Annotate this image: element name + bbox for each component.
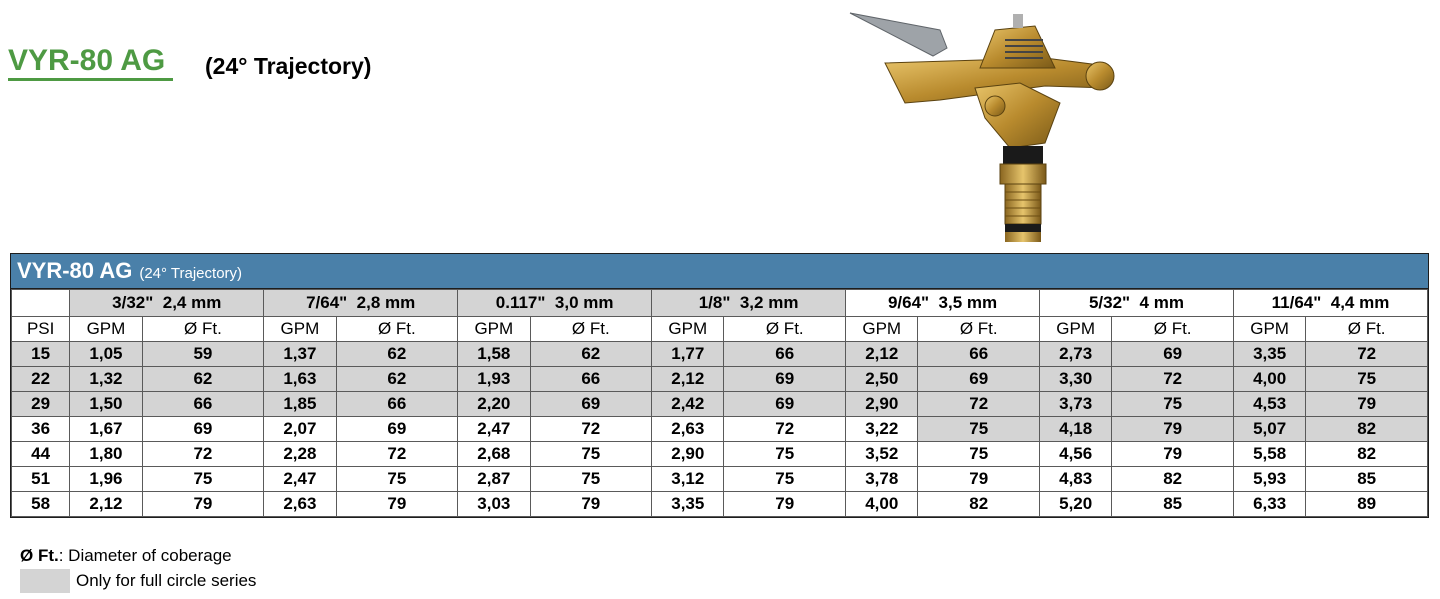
diameter-cell: 75 — [1112, 392, 1234, 417]
diameter-cell: 72 — [1112, 367, 1234, 392]
diameter-cell: 75 — [142, 467, 264, 492]
gpm-cell: 1,37 — [264, 342, 336, 367]
table-row — [12, 467, 1428, 492]
diameter-cell: 69 — [724, 367, 846, 392]
gpm-cell: 4,83 — [1040, 467, 1112, 492]
diameter-cell: 62 — [530, 342, 652, 367]
gpm-cell: 3,35 — [1233, 342, 1305, 367]
psi-cell: 22 — [12, 367, 70, 392]
gpm-cell: 2,47 — [264, 467, 336, 492]
gpm-cell: 2,90 — [846, 392, 918, 417]
nozzle-size-header: 5/32" 4 mm — [1040, 290, 1234, 317]
gpm-cell: 3,73 — [1040, 392, 1112, 417]
diameter-header: Ø Ft. — [530, 317, 652, 342]
nozzle-size-header: 1/8" 3,2 mm — [652, 290, 846, 317]
diameter-cell: 69 — [142, 417, 264, 442]
diameter-cell: 75 — [724, 442, 846, 467]
diameter-cell: 72 — [142, 442, 264, 467]
diameter-cell: 66 — [530, 367, 652, 392]
diameter-cell: 75 — [918, 442, 1040, 467]
table-row — [12, 392, 1428, 417]
gpm-cell: 3,35 — [652, 492, 724, 517]
gpm-cell: 2,42 — [652, 392, 724, 417]
diameter-cell: 72 — [1306, 342, 1428, 367]
diameter-cell: 72 — [336, 442, 458, 467]
gpm-cell: 2,90 — [652, 442, 724, 467]
gpm-header: GPM — [652, 317, 724, 342]
diameter-cell: 75 — [918, 417, 1040, 442]
diameter-cell: 85 — [1306, 467, 1428, 492]
diameter-cell: 75 — [530, 467, 652, 492]
gpm-cell: 2,63 — [264, 492, 336, 517]
gpm-header: GPM — [846, 317, 918, 342]
diameter-cell: 79 — [142, 492, 264, 517]
diameter-cell: 75 — [336, 467, 458, 492]
gpm-cell: 1,58 — [458, 342, 530, 367]
diameter-cell: 79 — [1112, 417, 1234, 442]
diameter-cell: 66 — [142, 392, 264, 417]
diameter-cell: 75 — [1306, 367, 1428, 392]
gpm-cell: 4,00 — [1233, 367, 1305, 392]
nozzle-size-header: 9/64" 3,5 mm — [846, 290, 1040, 317]
page-subtitle: (24° Trajectory) — [205, 53, 372, 79]
sprinkler-product-image — [845, 8, 1125, 246]
diameter-cell: 62 — [142, 367, 264, 392]
gpm-cell: 2,12 — [846, 342, 918, 367]
gpm-cell: 2,63 — [652, 417, 724, 442]
diameter-cell: 82 — [1306, 417, 1428, 442]
diameter-cell: 66 — [724, 342, 846, 367]
gpm-header: GPM — [1233, 317, 1305, 342]
diameter-header: Ø Ft. — [918, 317, 1040, 342]
title-block — [8, 44, 372, 81]
nozzle-size-header: 7/64" 2,8 mm — [264, 290, 458, 317]
gpm-cell: 3,78 — [846, 467, 918, 492]
gpm-cell: 1,93 — [458, 367, 530, 392]
diameter-cell: 62 — [336, 342, 458, 367]
gpm-cell: 3,30 — [1040, 367, 1112, 392]
gpm-cell: 1,63 — [264, 367, 336, 392]
legend-swatch-text: Only for full circle series — [76, 571, 257, 590]
gpm-cell: 1,67 — [70, 417, 142, 442]
diameter-cell: 79 — [918, 467, 1040, 492]
gpm-cell: 4,18 — [1040, 417, 1112, 442]
gpm-cell: 2,07 — [264, 417, 336, 442]
gpm-cell: 2,28 — [264, 442, 336, 467]
diameter-cell: 82 — [1112, 467, 1234, 492]
psi-cell: 58 — [12, 492, 70, 517]
diameter-cell: 82 — [918, 492, 1040, 517]
gpm-cell: 1,32 — [70, 367, 142, 392]
gpm-cell: 1,77 — [652, 342, 724, 367]
data-grid — [11, 289, 1428, 517]
psi-header: PSI — [12, 317, 70, 342]
psi-cell: 15 — [12, 342, 70, 367]
diameter-cell: 79 — [1306, 392, 1428, 417]
gpm-cell: 4,53 — [1233, 392, 1305, 417]
gpm-header: GPM — [1040, 317, 1112, 342]
nozzle-size-header: 3/32" 2,4 mm — [70, 290, 264, 317]
gpm-cell: 5,20 — [1040, 492, 1112, 517]
diameter-header: Ø Ft. — [1112, 317, 1234, 342]
gpm-cell: 2,12 — [70, 492, 142, 517]
gpm-cell: 2,73 — [1040, 342, 1112, 367]
diameter-cell: 69 — [336, 417, 458, 442]
table-row — [12, 367, 1428, 392]
gpm-cell: 3,03 — [458, 492, 530, 517]
legend-symbol-text: : Diameter of coberage — [58, 546, 232, 565]
nozzle-size-header: 0.117" 3,0 mm — [458, 290, 652, 317]
gpm-cell: 1,80 — [70, 442, 142, 467]
diameter-cell: 69 — [724, 392, 846, 417]
diameter-cell: 75 — [530, 442, 652, 467]
gpm-cell: 2,87 — [458, 467, 530, 492]
diameter-cell: 79 — [724, 492, 846, 517]
legend-symbol: Ø Ft. — [20, 546, 59, 565]
gpm-cell: 3,52 — [846, 442, 918, 467]
gpm-cell: 2,20 — [458, 392, 530, 417]
gpm-header: GPM — [264, 317, 336, 342]
gpm-cell: 4,00 — [846, 492, 918, 517]
page-title: VYR-80 AG — [8, 44, 173, 81]
gpm-cell: 5,93 — [1233, 467, 1305, 492]
table-row — [12, 492, 1428, 517]
gpm-cell: 2,68 — [458, 442, 530, 467]
diameter-cell: 89 — [1306, 492, 1428, 517]
table-header-title: VYR-80 AG — [17, 258, 133, 283]
table-header-subtitle: (24° Trajectory) — [139, 264, 243, 282]
diameter-header: Ø Ft. — [724, 317, 846, 342]
gpm-cell: 6,33 — [1233, 492, 1305, 517]
gpm-cell: 1,96 — [70, 467, 142, 492]
diameter-cell: 69 — [918, 367, 1040, 392]
gray-swatch — [20, 569, 70, 593]
psi-cell: 44 — [12, 442, 70, 467]
gpm-cell: 5,07 — [1233, 417, 1305, 442]
diameter-cell: 72 — [724, 417, 846, 442]
table-row — [12, 342, 1428, 367]
nozzle-size-row — [12, 290, 1428, 317]
diameter-cell: 62 — [336, 367, 458, 392]
gpm-cell: 2,50 — [846, 367, 918, 392]
gpm-cell: 1,85 — [264, 392, 336, 417]
gpm-header: GPM — [458, 317, 530, 342]
gpm-cell: 1,05 — [70, 342, 142, 367]
gpm-cell: 3,12 — [652, 467, 724, 492]
gpm-cell: 1,50 — [70, 392, 142, 417]
psi-cell: 29 — [12, 392, 70, 417]
diameter-cell: 72 — [530, 417, 652, 442]
gpm-cell: 2,12 — [652, 367, 724, 392]
diameter-header: Ø Ft. — [336, 317, 458, 342]
diameter-cell: 59 — [142, 342, 264, 367]
psi-cell: 36 — [12, 417, 70, 442]
legend-full-circle — [20, 569, 256, 593]
gpm-cell: 3,22 — [846, 417, 918, 442]
diameter-cell: 75 — [724, 467, 846, 492]
nozzle-size-header: 11/64" 4,4 mm — [1233, 290, 1427, 317]
diameter-cell: 69 — [1112, 342, 1234, 367]
table-header-bar — [11, 254, 1428, 289]
diameter-cell: 72 — [918, 392, 1040, 417]
diameter-header: Ø Ft. — [142, 317, 264, 342]
diameter-cell: 66 — [336, 392, 458, 417]
diameter-header: Ø Ft. — [1306, 317, 1428, 342]
diameter-cell: 82 — [1306, 442, 1428, 467]
diameter-cell: 79 — [530, 492, 652, 517]
psi-header-blank — [12, 290, 70, 317]
diameter-cell: 85 — [1112, 492, 1234, 517]
gpm-cell: 5,58 — [1233, 442, 1305, 467]
psi-cell: 51 — [12, 467, 70, 492]
table-row — [12, 417, 1428, 442]
diameter-cell: 79 — [1112, 442, 1234, 467]
table-row — [12, 442, 1428, 467]
legend — [20, 546, 256, 593]
diameter-cell: 66 — [918, 342, 1040, 367]
performance-table — [10, 253, 1429, 518]
gpm-header: GPM — [70, 317, 142, 342]
unit-row — [12, 317, 1428, 342]
legend-diameter — [20, 546, 256, 566]
diameter-cell: 69 — [530, 392, 652, 417]
diameter-cell: 79 — [336, 492, 458, 517]
gpm-cell: 4,56 — [1040, 442, 1112, 467]
gpm-cell: 2,47 — [458, 417, 530, 442]
